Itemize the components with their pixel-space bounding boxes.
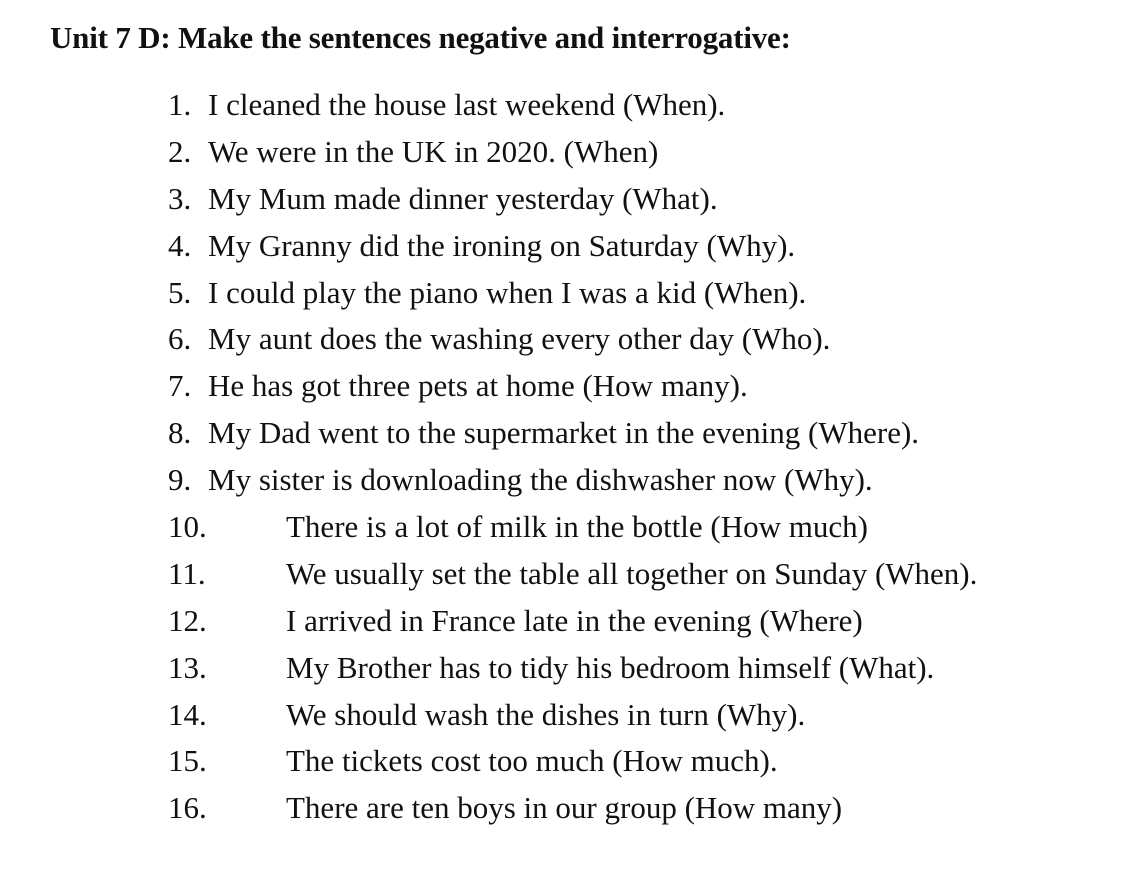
- item-number: 3.: [168, 180, 192, 216]
- item-number: 7.: [168, 368, 192, 404]
- item-text: I cleaned the house last weekend (When).: [208, 87, 726, 122]
- list-item: [168, 457, 977, 504]
- item-number: 4.: [168, 227, 192, 263]
- item-number: 2.: [168, 133, 192, 169]
- list-item: [168, 363, 977, 410]
- exercise-list: [168, 82, 977, 832]
- item-number: 5.: [168, 274, 192, 310]
- item-text: I could play the piano when I was a kid (When).: [208, 274, 807, 310]
- list-item: [168, 785, 977, 832]
- item-number: 8.: [168, 415, 192, 451]
- list-item: [168, 738, 977, 785]
- item-text: The tickets cost too much (How much).: [286, 743, 778, 779]
- list-item: [168, 645, 977, 692]
- item-number: 9.: [168, 462, 192, 498]
- item-number: 14.: [168, 696, 207, 732]
- item-number: 6.: [168, 321, 192, 357]
- item-number: 15.: [168, 743, 207, 779]
- item-text: There is a lot of milk in the bottle (How much): [286, 509, 868, 545]
- item-number: 1.: [168, 87, 192, 122]
- item-number: 12.: [168, 602, 207, 638]
- list-item: [168, 410, 977, 457]
- item-text: My aunt does the washing every other day (Who).: [208, 321, 831, 357]
- item-text: There are ten boys in our group (How many): [286, 790, 843, 826]
- list-item: [168, 504, 977, 551]
- item-text: We were in the UK in 2020. (When): [208, 133, 659, 169]
- list-item: [168, 176, 977, 223]
- item-text: We usually set the table all together on Sunday (When).: [286, 555, 978, 591]
- item-text: My Granny did the ironing on Saturday (Why).: [208, 227, 796, 263]
- list-item: [168, 82, 977, 129]
- item-number: 13.: [168, 649, 207, 685]
- item-number: 10.: [168, 509, 207, 545]
- item-text: I arrived in France late in the evening (Where): [286, 602, 863, 638]
- list-item: [168, 598, 977, 645]
- item-text: He has got three pets at home (How many).: [208, 368, 748, 404]
- worksheet-title: Unit 7 D: Make the sentences negative and interrogative:: [50, 20, 791, 55]
- item-text: My Mum made dinner yesterday (What).: [208, 180, 718, 216]
- list-item: [168, 129, 977, 176]
- item-text: My Dad went to the supermarket in the evening (Where).: [208, 415, 920, 451]
- list-item: [168, 551, 977, 598]
- item-text: We should wash the dishes in turn (Why).: [286, 696, 806, 732]
- item-number: 16.: [168, 790, 207, 826]
- item-text: My sister is downloading the dishwasher now (Why).: [208, 462, 873, 498]
- list-item: [168, 223, 977, 270]
- list-item: [168, 316, 977, 363]
- item-number: 11.: [168, 555, 206, 591]
- list-item: [168, 270, 977, 317]
- list-item: [168, 692, 977, 739]
- item-text: My Brother has to tidy his bedroom himself (What).: [286, 649, 935, 685]
